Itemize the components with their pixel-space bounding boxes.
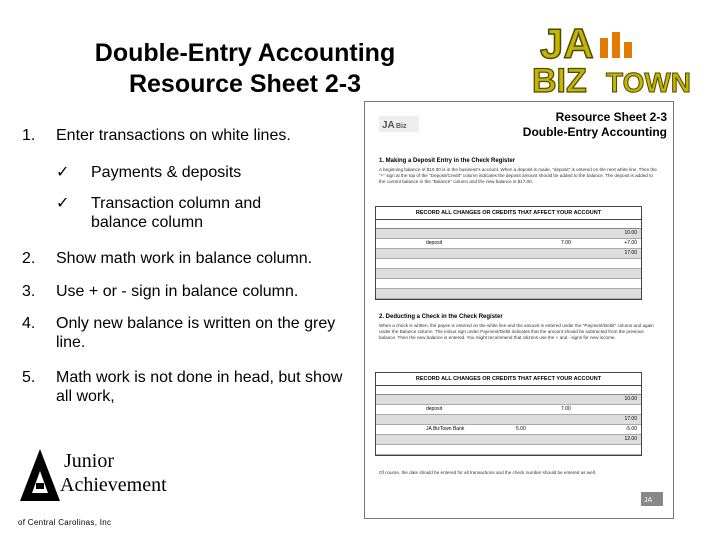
register-row: [376, 249, 641, 259]
list-number: 2.: [22, 250, 36, 267]
svg-text:Biz: Biz: [396, 123, 407, 130]
register-row: [376, 269, 641, 279]
svg-text:JA: JA: [644, 497, 653, 504]
check-register-2: [375, 372, 642, 456]
checkmark-icon: ✓: [56, 164, 70, 181]
list-number: 5.: [22, 369, 36, 386]
register-row: [376, 289, 641, 299]
register-columns: [376, 386, 641, 395]
list-text: Show math work in balance column.: [56, 250, 313, 267]
list-text: Only new balance is written on the grey line.: [56, 315, 336, 351]
sub-list-text: Payments & deposits: [91, 164, 242, 181]
list-number: 3.: [22, 283, 36, 300]
checkmark-icon: ✓: [56, 195, 70, 212]
register-cell: 7.00: [561, 240, 571, 246]
register-row: [376, 395, 641, 405]
footer-text: of Central Carolinas, Inc: [18, 518, 112, 527]
register-cell: 7.00: [561, 406, 571, 412]
ja-biztown-logo: [528, 18, 698, 98]
list-text: Math work is not done in head, but show all work,: [56, 369, 343, 405]
register-columns: [376, 220, 641, 229]
sheet-title-line-2: Double-Entry Accounting: [522, 125, 667, 139]
list-text: Use + or - sign in balance column.: [56, 283, 299, 300]
register-row: [376, 239, 641, 249]
register-cell: deposit: [426, 240, 443, 246]
register-cell: 10.00: [624, 396, 637, 402]
svg-text:Achievement: Achievement: [60, 474, 167, 496]
svg-text:TOWN: TOWN: [606, 67, 692, 98]
register-cell: 10.00: [624, 230, 637, 236]
register-cell: JA BizTown Bank: [426, 426, 465, 432]
check-register-1: [375, 206, 642, 300]
svg-text:Junior: Junior: [64, 450, 114, 472]
svg-text:JA: JA: [382, 120, 395, 131]
svg-text:JA: JA: [540, 20, 594, 67]
register-cell: 12.00: [624, 436, 637, 442]
register-cell: +7.00: [624, 240, 637, 246]
svg-text:BIZ: BIZ: [532, 62, 587, 98]
junior-achievement-logo: [18, 443, 168, 509]
sheet-title-line-1: Resource Sheet 2-3: [555, 110, 667, 124]
register-row: [376, 415, 641, 425]
resource-sheet-image: [364, 101, 674, 519]
register-row: [376, 405, 641, 415]
sub-list-text: Transaction column and balance column: [91, 195, 262, 231]
register-cell: 17.00: [624, 250, 637, 256]
register-row: [376, 425, 641, 435]
title-line-2: Resource Sheet 2-3: [128, 70, 362, 98]
register-cell: deposit: [426, 406, 443, 412]
list-number: 1.: [22, 127, 36, 144]
sheet-section-1-text: A beginning balance of $10.00 is in the business's account. When a deposit is made, "deposit" is entered on the next white line. Then the "+" sign at the top of the "Deposit/Credit" column indicates the deposit amount should be added to the balance. The deposit is added to the current balance in the "Balance" column and the new balance is $17.00.: [379, 167, 657, 185]
biztown-badge-icon: [641, 492, 663, 506]
register-row: [376, 259, 641, 269]
sheet-section-2-heading: 2. Deducting a Check in the Check Register: [379, 314, 503, 320]
register-heading: RECORD ALL CHANGES OR CREDITS THAT AFFECT YOUR ACCOUNT: [376, 207, 641, 220]
register-heading: RECORD ALL CHANGES OR CREDITS THAT AFFECT YOUR ACCOUNT: [376, 373, 641, 386]
register-cell: -5.00: [625, 426, 637, 432]
register-cell: 17.00: [624, 416, 637, 422]
list-text: Enter transactions on white lines.: [56, 127, 291, 144]
sheet-section-1-heading: 1. Making a Deposit Entry in the Check Register: [379, 158, 516, 164]
sheet-title: [523, 110, 667, 140]
sheet-footer-text: Of course, the date should be entered for all transactions and the check number should be entered as well.: [379, 470, 597, 475]
list-number: 4.: [22, 315, 36, 332]
ja-biztown-small-logo: [379, 116, 419, 132]
register-row: [376, 445, 641, 455]
register-row: [376, 279, 641, 289]
register-row: [376, 435, 641, 445]
title-line-1: Double-Entry Accounting: [94, 39, 396, 67]
register-cell: 5.00: [516, 426, 526, 432]
register-row: [376, 229, 641, 239]
sheet-section-2-text: When a check is written, the payee is entered on the white line and the amount is entered under the "Payment/Debit" column and again under the Balance column. The minus sign under Payment/Debit indicates that the amount should be subtracted from the previous balance. Then the new balance is entered. You might recommend that citizens use the + and - signs for new income.: [379, 323, 654, 341]
page-title: [40, 38, 450, 100]
